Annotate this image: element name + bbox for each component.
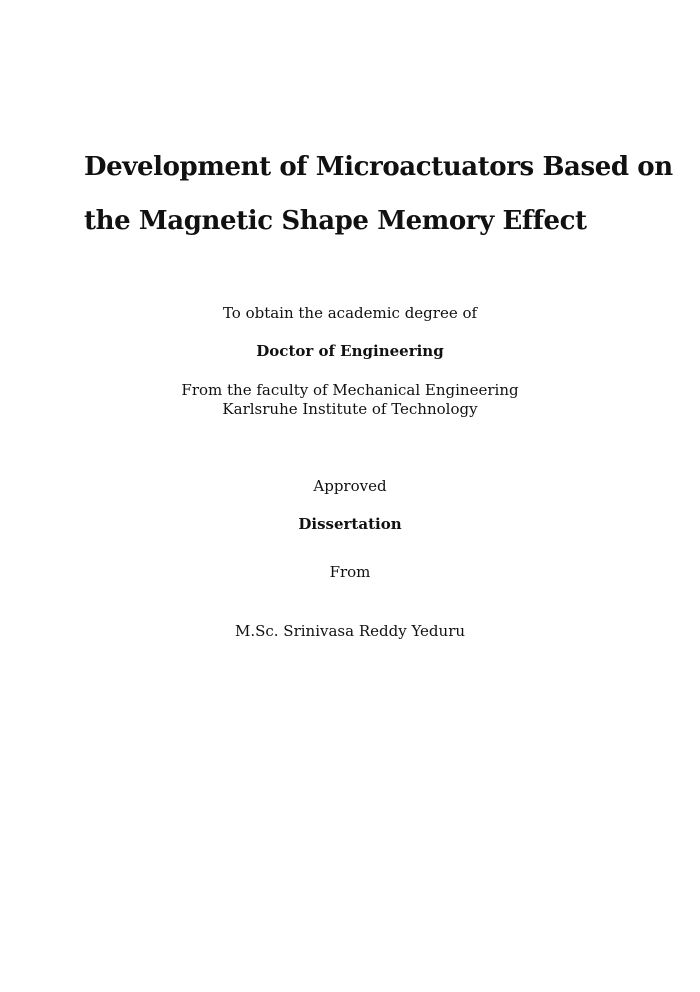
approved-text: Approved: [313, 477, 387, 495]
author-name: M.Sc. Srinivasa Reddy Yeduru: [234, 622, 466, 640]
title-line-2: the Magnetic Shape Memory Effect: [84, 206, 587, 236]
degree-text: Doctor of Engineering: [256, 342, 444, 360]
purpose-text: To obtain the academic degree of: [222, 304, 478, 322]
from-text: From: [329, 563, 371, 581]
dissertation-label: Dissertation: [298, 515, 402, 533]
faculty-text: From the faculty of Mechanical Engineering: [181, 381, 519, 399]
title-line-1: Development of Microactuators Based on: [84, 152, 673, 182]
institute-text: Karlsruhe Institute of Technology: [222, 400, 478, 418]
dissertation-title: [84, 140, 673, 248]
